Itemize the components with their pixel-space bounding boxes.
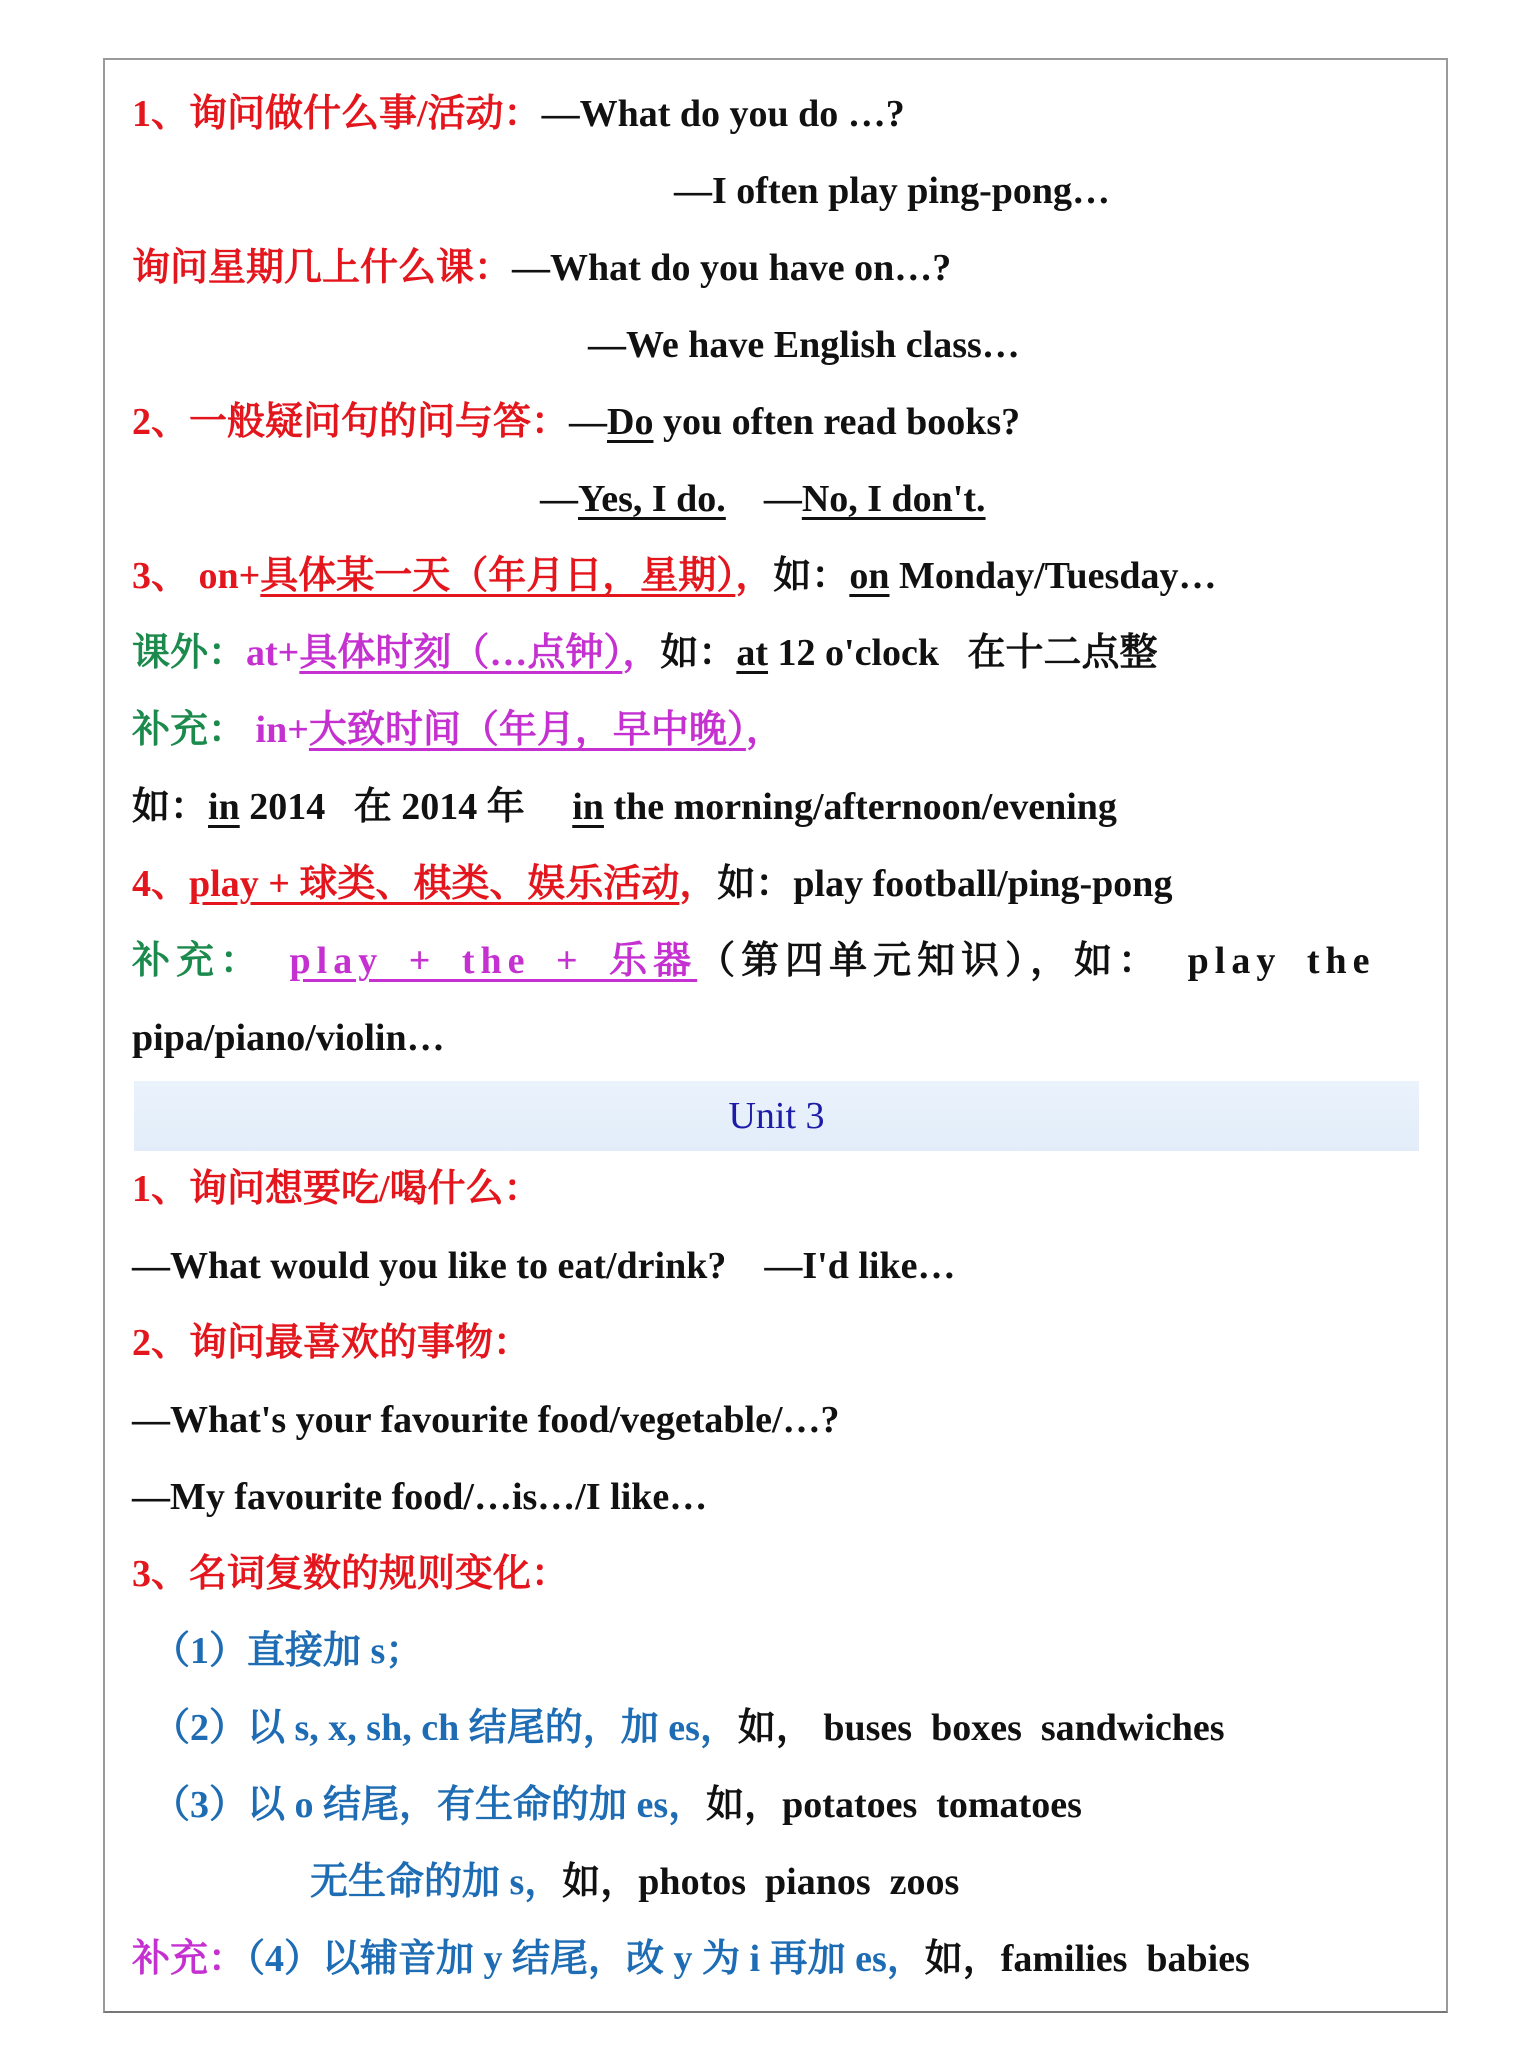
underlined-text: No, I don't. bbox=[801, 478, 986, 520]
text-segment: 4、 bbox=[132, 863, 190, 905]
underlined-text: play + the + 乐器 bbox=[289, 940, 698, 982]
text-line bbox=[132, 230, 1422, 307]
notes-content bbox=[132, 76, 1422, 1998]
text-segment: —What do you have on…? bbox=[512, 247, 952, 289]
text-segment: 无生命的加 s， bbox=[310, 1861, 563, 1903]
text-segment: （第四单元知识），如： play the bbox=[697, 940, 1376, 982]
underlined-text: at bbox=[736, 632, 769, 674]
underlined-text: in bbox=[208, 786, 240, 828]
text-segment: 补充： bbox=[132, 709, 256, 751]
text-segment: 补充： bbox=[132, 1938, 247, 1980]
text-line bbox=[132, 1459, 1422, 1536]
underlined-text: play + 球类、棋类、娱乐活动 bbox=[189, 863, 680, 905]
underlined-text: Yes, I do. bbox=[578, 478, 726, 520]
text-segment: 如， buses boxes sandwiches bbox=[737, 1707, 1225, 1749]
text-segment: —I often play ping-pong… bbox=[674, 170, 1111, 212]
underlined-text: on bbox=[849, 555, 890, 597]
text-segment: pipa/piano/violin… bbox=[132, 1017, 445, 1059]
text-line bbox=[132, 461, 1422, 538]
text-segment: Monday/Tuesday… bbox=[889, 555, 1217, 597]
text-segment: 1、询问想要吃/喝什么： bbox=[132, 1168, 542, 1210]
text-segment: 如： bbox=[132, 786, 209, 828]
text-line bbox=[132, 153, 1422, 230]
text-segment: — bbox=[569, 401, 608, 443]
text-segment: the morning/afternoon/evening bbox=[603, 786, 1117, 828]
text-segment: 2、询问最喜欢的事物： bbox=[132, 1322, 532, 1364]
text-segment: 如，families babies bbox=[924, 1938, 1250, 1980]
underlined-text: 具体时刻（…点钟） bbox=[299, 632, 623, 674]
underlined-text: 大致时间（年月，早中晚） bbox=[308, 709, 746, 751]
unit-banner: Unit 3 bbox=[134, 1081, 1419, 1151]
text-segment: （2）以 s, x, sh, ch 结尾的，加 es， bbox=[152, 1707, 738, 1749]
text-segment: 2、一般疑问句的问与答： bbox=[132, 401, 570, 443]
text-segment: （1）直接加 s； bbox=[152, 1630, 424, 1672]
text-segment: —What's your favourite food/vegetable/…? bbox=[132, 1399, 840, 1441]
text-segment: ， bbox=[679, 863, 718, 905]
text-segment: 如，potatoes tomatoes bbox=[706, 1784, 1082, 1826]
text-segment: —We have English class… bbox=[588, 324, 1020, 366]
text-line bbox=[132, 384, 1422, 461]
text-segment: 如： bbox=[660, 632, 737, 674]
text-segment: —My favourite food/…is…/I like… bbox=[132, 1476, 708, 1518]
text-segment: in+ bbox=[255, 709, 309, 751]
text-segment: ， bbox=[622, 632, 661, 674]
text-segment: 补充： bbox=[132, 940, 290, 982]
text-line bbox=[132, 1536, 1422, 1613]
text-line bbox=[132, 1844, 1422, 1921]
text-segment: — bbox=[540, 478, 578, 520]
text-segment: （3）以 o 结尾，有生命的加 es， bbox=[152, 1784, 707, 1826]
text-segment: 询问星期几上什么课： bbox=[132, 247, 513, 289]
text-line bbox=[132, 769, 1422, 846]
text-line bbox=[132, 307, 1422, 384]
text-segment: —What would you like to eat/drink? —I'd like… bbox=[132, 1245, 956, 1287]
text-line bbox=[132, 1228, 1422, 1305]
text-segment: 2014 在 2014 年 bbox=[239, 786, 573, 828]
text-segment: 如： bbox=[773, 555, 850, 597]
text-line bbox=[132, 615, 1422, 692]
text-segment: 12 o'clock 在十二点整 bbox=[768, 632, 1158, 674]
text-segment: 3、 on+ bbox=[132, 555, 261, 597]
text-line bbox=[132, 76, 1422, 153]
text-segment: ， bbox=[745, 709, 784, 751]
text-segment: 3、名词复数的规则变化： bbox=[132, 1553, 570, 1595]
text-line bbox=[132, 923, 1422, 1000]
underlined-text: Do bbox=[607, 401, 654, 443]
text-line bbox=[132, 1305, 1422, 1382]
text-segment: —What do you do …? bbox=[541, 93, 905, 135]
text-line bbox=[132, 1382, 1422, 1459]
text-line bbox=[132, 1151, 1422, 1228]
text-line bbox=[132, 692, 1422, 769]
text-segment: ， bbox=[735, 555, 774, 597]
text-segment: （4）以辅音加 y 结尾，改 y 为 i 再加 es， bbox=[246, 1938, 925, 1980]
text-line bbox=[132, 1690, 1422, 1767]
text-segment: — bbox=[725, 478, 802, 520]
text-segment: 1、询问做什么事/活动： bbox=[132, 93, 542, 135]
text-line bbox=[132, 1000, 1422, 1077]
text-segment: 如，photos pianos zoos bbox=[562, 1861, 960, 1903]
text-line bbox=[132, 1613, 1422, 1690]
text-line bbox=[132, 1921, 1422, 1998]
text-segment: 如：play football/ping-pong bbox=[717, 863, 1173, 905]
underlined-text: in bbox=[572, 786, 604, 828]
text-line bbox=[132, 538, 1422, 615]
text-line bbox=[132, 846, 1422, 923]
text-segment: you often read books? bbox=[653, 401, 1021, 443]
text-segment: at+ bbox=[246, 632, 300, 674]
underlined-text: 具体某一天（年月日，星期） bbox=[260, 555, 736, 597]
text-line bbox=[132, 1767, 1422, 1844]
text-segment: 课外： bbox=[132, 632, 247, 674]
